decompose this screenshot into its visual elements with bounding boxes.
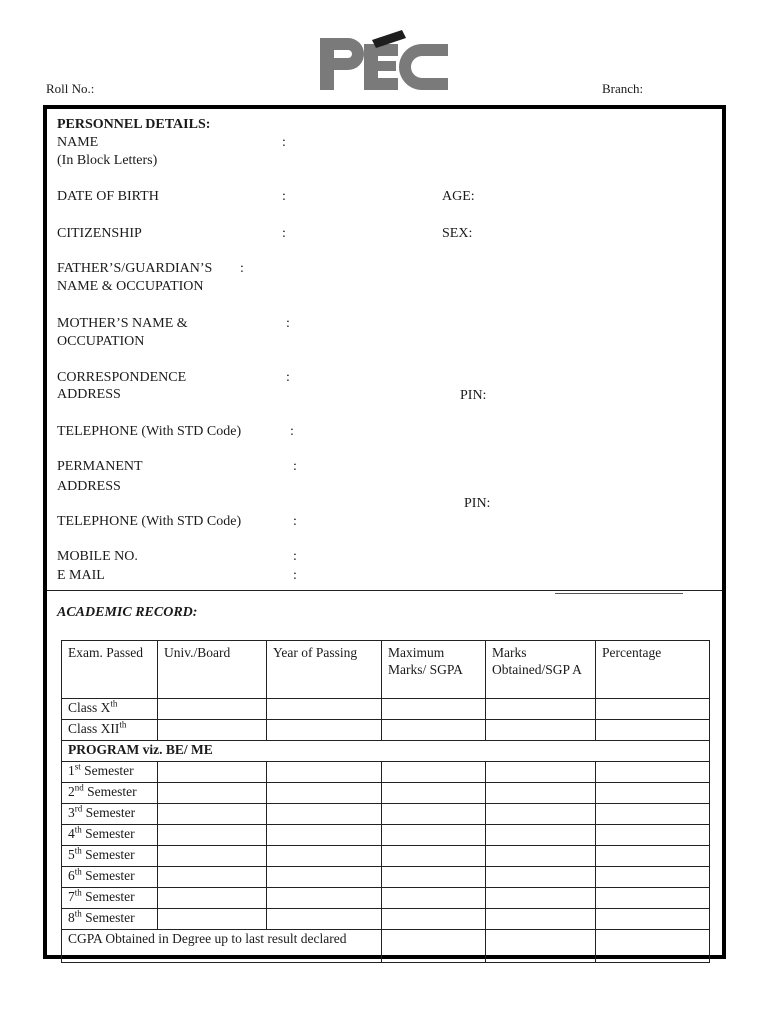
semester-cell: 3rd Semester bbox=[62, 804, 158, 825]
correspondence-label: CORRESPONDENCE bbox=[57, 370, 187, 385]
entry-cell[interactable] bbox=[486, 720, 596, 741]
father-label-2: NAME & OCCUPATION bbox=[57, 279, 204, 294]
cgpa-row bbox=[62, 930, 710, 963]
name-note: (In Block Letters) bbox=[57, 153, 158, 168]
sex-label: SEX: bbox=[442, 226, 473, 241]
entry-cell[interactable] bbox=[596, 867, 710, 888]
colon: : bbox=[282, 135, 286, 150]
entry-cell[interactable] bbox=[596, 783, 710, 804]
name-label: NAME bbox=[57, 135, 99, 150]
entry-cell[interactable] bbox=[486, 825, 596, 846]
entry-cell[interactable] bbox=[158, 909, 267, 930]
entry-cell[interactable] bbox=[382, 888, 486, 909]
entry-cell[interactable] bbox=[158, 783, 267, 804]
entry-cell[interactable] bbox=[382, 909, 486, 930]
program-row bbox=[62, 741, 710, 762]
column-header: Maximum Marks/ SGPA bbox=[382, 641, 486, 699]
entry-cell[interactable] bbox=[596, 930, 710, 963]
entry-cell[interactable] bbox=[382, 825, 486, 846]
entry-cell[interactable] bbox=[267, 888, 382, 909]
entry-cell[interactable] bbox=[596, 909, 710, 930]
father-label: FATHER’S/GUARDIAN’S bbox=[57, 261, 213, 276]
entry-cell[interactable] bbox=[596, 762, 710, 783]
semester-cell: 4th Semester bbox=[62, 825, 158, 846]
roll-no-label: Roll No.: bbox=[46, 81, 95, 96]
section-divider bbox=[47, 590, 722, 591]
table-row bbox=[62, 762, 710, 783]
pin-label-2: PIN: bbox=[464, 496, 491, 511]
entry-cell[interactable] bbox=[267, 825, 382, 846]
permanent-label-2: ADDRESS bbox=[57, 479, 121, 494]
entry-cell[interactable] bbox=[158, 846, 267, 867]
entry-cell[interactable] bbox=[382, 699, 486, 720]
entry-cell[interactable] bbox=[158, 825, 267, 846]
entry-cell[interactable] bbox=[382, 846, 486, 867]
entry-cell[interactable] bbox=[267, 699, 382, 720]
entry-cell[interactable] bbox=[486, 930, 596, 963]
exam-cell-class-x: Class Xth bbox=[62, 699, 158, 720]
column-header: Percentage bbox=[596, 641, 710, 699]
colon: : bbox=[293, 514, 297, 529]
colon: : bbox=[293, 568, 297, 583]
semester-cell: 8th Semester bbox=[62, 909, 158, 930]
colon: : bbox=[286, 316, 290, 331]
citizenship-label: CITIZENSHIP bbox=[57, 226, 142, 241]
semester-cell: 7th Semester bbox=[62, 888, 158, 909]
academic-record-table bbox=[61, 640, 710, 963]
entry-cell[interactable] bbox=[596, 888, 710, 909]
exam-cell-class-xii: Class XIIth bbox=[62, 720, 158, 741]
column-header: Exam. Passed bbox=[62, 641, 158, 699]
entry-cell[interactable] bbox=[596, 825, 710, 846]
semester-cell: 2nd Semester bbox=[62, 783, 158, 804]
cgpa-label: CGPA Obtained in Degree up to last result declared bbox=[62, 930, 382, 963]
mobile-label: MOBILE NO. bbox=[57, 549, 138, 564]
semester-cell: 6th Semester bbox=[62, 867, 158, 888]
entry-cell[interactable] bbox=[486, 846, 596, 867]
table-row bbox=[62, 846, 710, 867]
telephone-label-2: TELEPHONE (With STD Code) bbox=[57, 514, 242, 529]
entry-cell[interactable] bbox=[486, 867, 596, 888]
table-row bbox=[62, 909, 710, 930]
entry-cell[interactable] bbox=[596, 720, 710, 741]
entry-cell[interactable] bbox=[267, 804, 382, 825]
table-row bbox=[62, 867, 710, 888]
permanent-label: PERMANENT bbox=[57, 459, 143, 474]
entry-cell[interactable] bbox=[267, 783, 382, 804]
column-header: Univ./Board bbox=[158, 641, 267, 699]
colon: : bbox=[240, 261, 244, 276]
entry-cell[interactable] bbox=[486, 699, 596, 720]
dob-label: DATE OF BIRTH bbox=[57, 189, 159, 204]
entry-cell[interactable] bbox=[596, 846, 710, 867]
semester-cell: 5th Semester bbox=[62, 846, 158, 867]
branch-label: Branch: bbox=[602, 81, 644, 96]
email-label: E MAIL bbox=[57, 568, 105, 583]
entry-cell[interactable] bbox=[158, 699, 267, 720]
pin-label: PIN: bbox=[460, 388, 487, 403]
table-row bbox=[62, 720, 710, 741]
entry-cell[interactable] bbox=[596, 699, 710, 720]
colon: : bbox=[290, 424, 294, 439]
entry-cell[interactable] bbox=[158, 888, 267, 909]
entry-cell[interactable] bbox=[382, 930, 486, 963]
entry-cell[interactable] bbox=[382, 720, 486, 741]
entry-cell[interactable] bbox=[486, 888, 596, 909]
mother-label: MOTHER’S NAME & bbox=[57, 316, 188, 331]
entry-cell[interactable] bbox=[267, 867, 382, 888]
entry-cell[interactable] bbox=[158, 720, 267, 741]
table-row bbox=[62, 783, 710, 804]
column-header: Year of Passing bbox=[267, 641, 382, 699]
semester-cell: 1st Semester bbox=[62, 762, 158, 783]
entry-cell[interactable] bbox=[158, 804, 267, 825]
colon: : bbox=[293, 549, 297, 564]
entry-cell[interactable] bbox=[486, 783, 596, 804]
table-row bbox=[62, 804, 710, 825]
mother-label-2: OCCUPATION bbox=[57, 334, 145, 349]
entry-cell[interactable] bbox=[382, 762, 486, 783]
table-row bbox=[62, 888, 710, 909]
age-label: AGE: bbox=[442, 189, 475, 204]
telephone-label: TELEPHONE (With STD Code) bbox=[57, 424, 242, 439]
entry-cell[interactable] bbox=[382, 783, 486, 804]
column-header: Marks Obtained/SGP A bbox=[486, 641, 596, 699]
entry-cell[interactable] bbox=[486, 909, 596, 930]
colon: : bbox=[282, 189, 286, 204]
entry-cell[interactable] bbox=[596, 804, 710, 825]
entry-cell[interactable] bbox=[486, 804, 596, 825]
section-divider-short bbox=[555, 593, 683, 594]
entry-cell[interactable] bbox=[158, 867, 267, 888]
table-row bbox=[62, 825, 710, 846]
correspondence-label-2: ADDRESS bbox=[57, 387, 121, 402]
colon: : bbox=[293, 459, 297, 474]
personal-section-title: PERSONNEL DETAILS: bbox=[57, 117, 211, 132]
program-label: PROGRAM viz. BE/ ME bbox=[62, 741, 710, 762]
entry-cell[interactable] bbox=[486, 762, 596, 783]
colon: : bbox=[286, 370, 290, 385]
entry-cell[interactable] bbox=[267, 720, 382, 741]
entry-cell[interactable] bbox=[267, 909, 382, 930]
pec-logo bbox=[318, 28, 452, 94]
entry-cell[interactable] bbox=[382, 867, 486, 888]
entry-cell[interactable] bbox=[158, 762, 267, 783]
table-row bbox=[62, 699, 710, 720]
academic-section-title: ACADEMIC RECORD: bbox=[57, 605, 198, 620]
entry-cell[interactable] bbox=[267, 762, 382, 783]
colon: : bbox=[282, 226, 286, 241]
table-header-row bbox=[62, 641, 710, 699]
entry-cell[interactable] bbox=[382, 804, 486, 825]
entry-cell[interactable] bbox=[267, 846, 382, 867]
